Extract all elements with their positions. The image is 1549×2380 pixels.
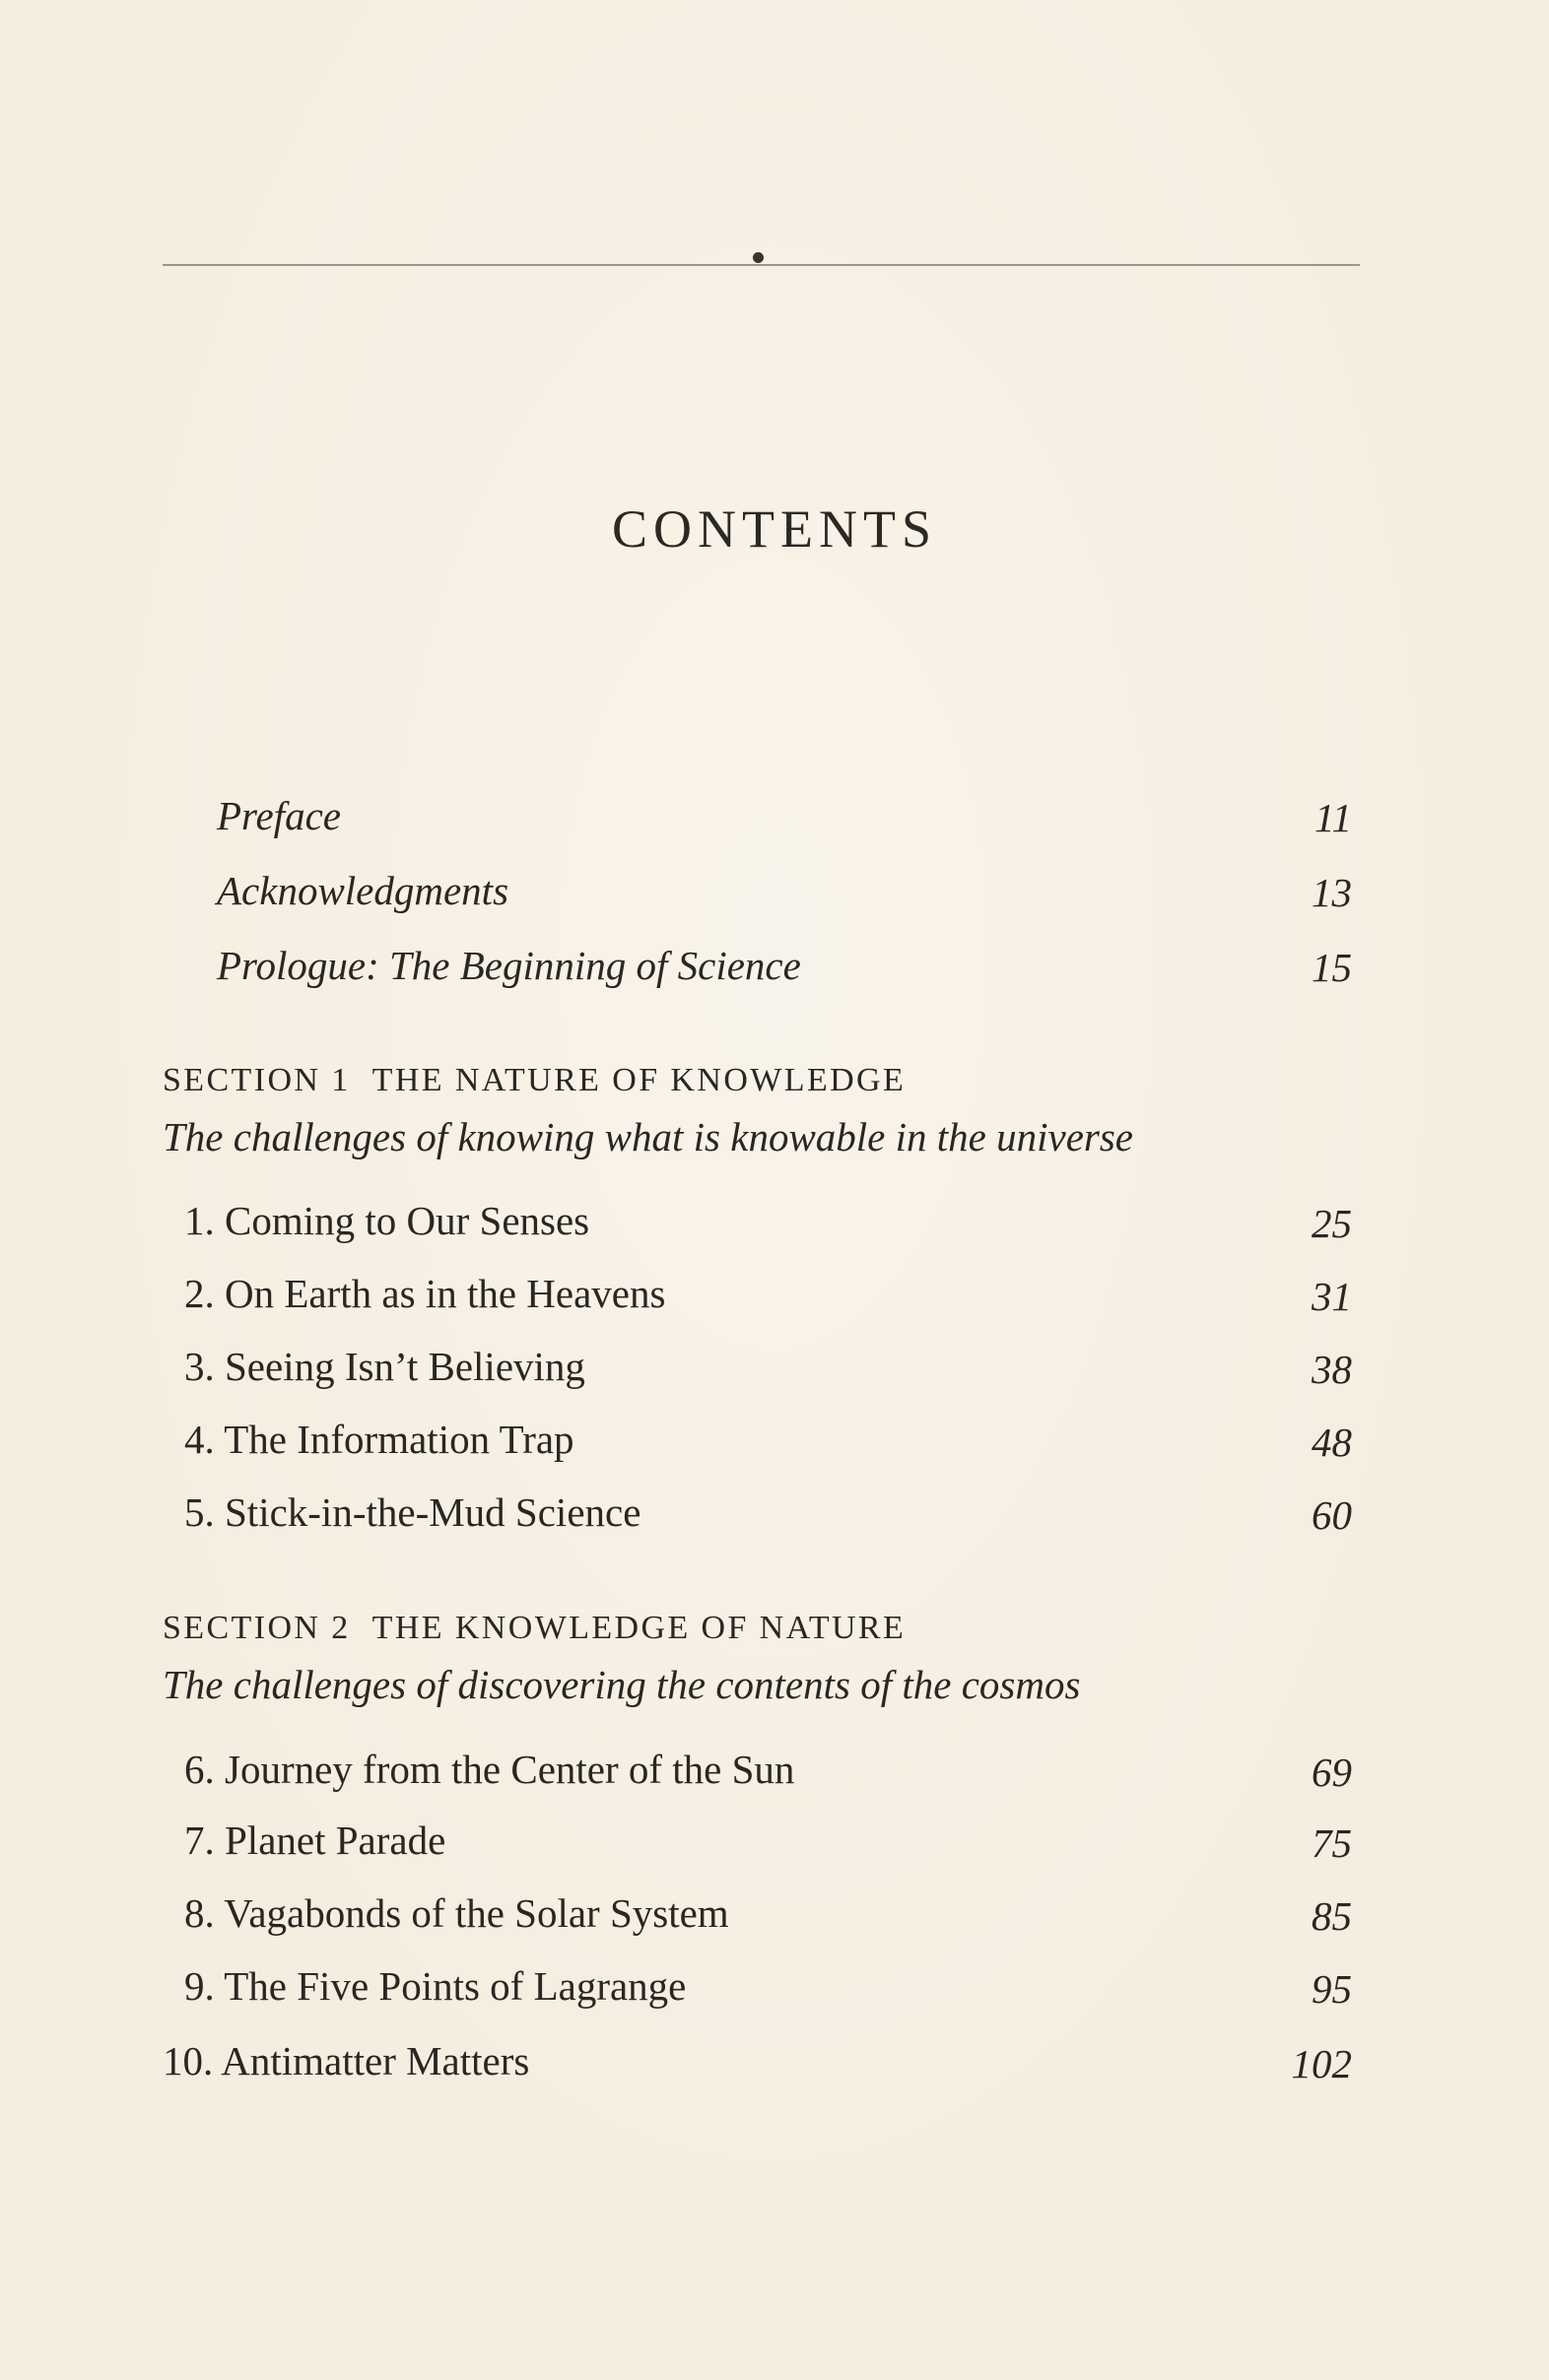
header-rule: [163, 264, 1360, 266]
toc-page-chapter-1: 25: [1312, 1201, 1352, 1246]
toc-chapter-9[interactable]: 9. The Five Points of Lagrange: [184, 1963, 687, 2009]
toc-chapter-6[interactable]: 6. Journey from the Center of the Sun: [184, 1747, 795, 1792]
toc-chapter-3[interactable]: 3. Seeing Isn’t Believing: [184, 1344, 585, 1389]
page-title: CONTENTS: [612, 499, 937, 559]
toc-entry-acknowledgments[interactable]: Acknowledgments: [217, 868, 509, 913]
toc-chapter-4[interactable]: 4. The Information Trap: [184, 1417, 574, 1462]
toc-chapter-8[interactable]: 8. Vagabonds of the Solar System: [184, 1890, 729, 1936]
section-1-number: SECTION 1: [163, 1062, 351, 1098]
toc-page-chapter-9: 95: [1312, 1966, 1352, 2012]
section-2-subtitle: The challenges of discovering the contents of the cosmos: [163, 1662, 1081, 1707]
section-1-title: THE NATURE OF KNOWLEDGE: [371, 1062, 907, 1098]
toc-page-chapter-2: 31: [1312, 1274, 1352, 1319]
toc-chapter-5[interactable]: 5. Stick-in-the-Mud Science: [184, 1489, 641, 1535]
toc-chapter-10[interactable]: 10. Antimatter Matters: [163, 2038, 530, 2083]
toc-page-acknowledgments: 13: [1312, 870, 1352, 915]
toc-entry-prologue[interactable]: Prologue: The Beginning of Science: [217, 943, 801, 988]
toc-page-chapter-4: 48: [1312, 1420, 1352, 1465]
toc-page-chapter-7: 75: [1312, 1820, 1352, 1866]
toc-page-chapter-8: 85: [1312, 1893, 1352, 1939]
section-2-number: SECTION 2: [163, 1610, 351, 1646]
toc-chapter-2[interactable]: 2. On Earth as in the Heavens: [184, 1271, 666, 1316]
toc-page-chapter-5: 60: [1312, 1492, 1352, 1538]
toc-page-chapter-10: 102: [1291, 2041, 1352, 2086]
toc-page-chapter-3: 38: [1312, 1347, 1352, 1392]
section-2-heading: [163, 1609, 906, 1648]
section-2-title: THE KNOWLEDGE OF NATURE: [371, 1610, 907, 1646]
toc-page-chapter-6: 69: [1312, 1750, 1352, 1795]
toc-page-preface: 11: [1314, 795, 1352, 840]
toc-entry-preface[interactable]: Preface: [217, 793, 341, 838]
toc-chapter-7[interactable]: 7. Planet Parade: [184, 1818, 446, 1863]
toc-chapter-1[interactable]: 1. Coming to Our Senses: [184, 1198, 590, 1243]
toc-page-prologue: 15: [1312, 945, 1352, 990]
section-1-subtitle: The challenges of knowing what is knowable in the universe: [163, 1114, 1134, 1159]
section-1-heading: [163, 1061, 906, 1100]
rule-ornament-dot: [753, 252, 764, 263]
